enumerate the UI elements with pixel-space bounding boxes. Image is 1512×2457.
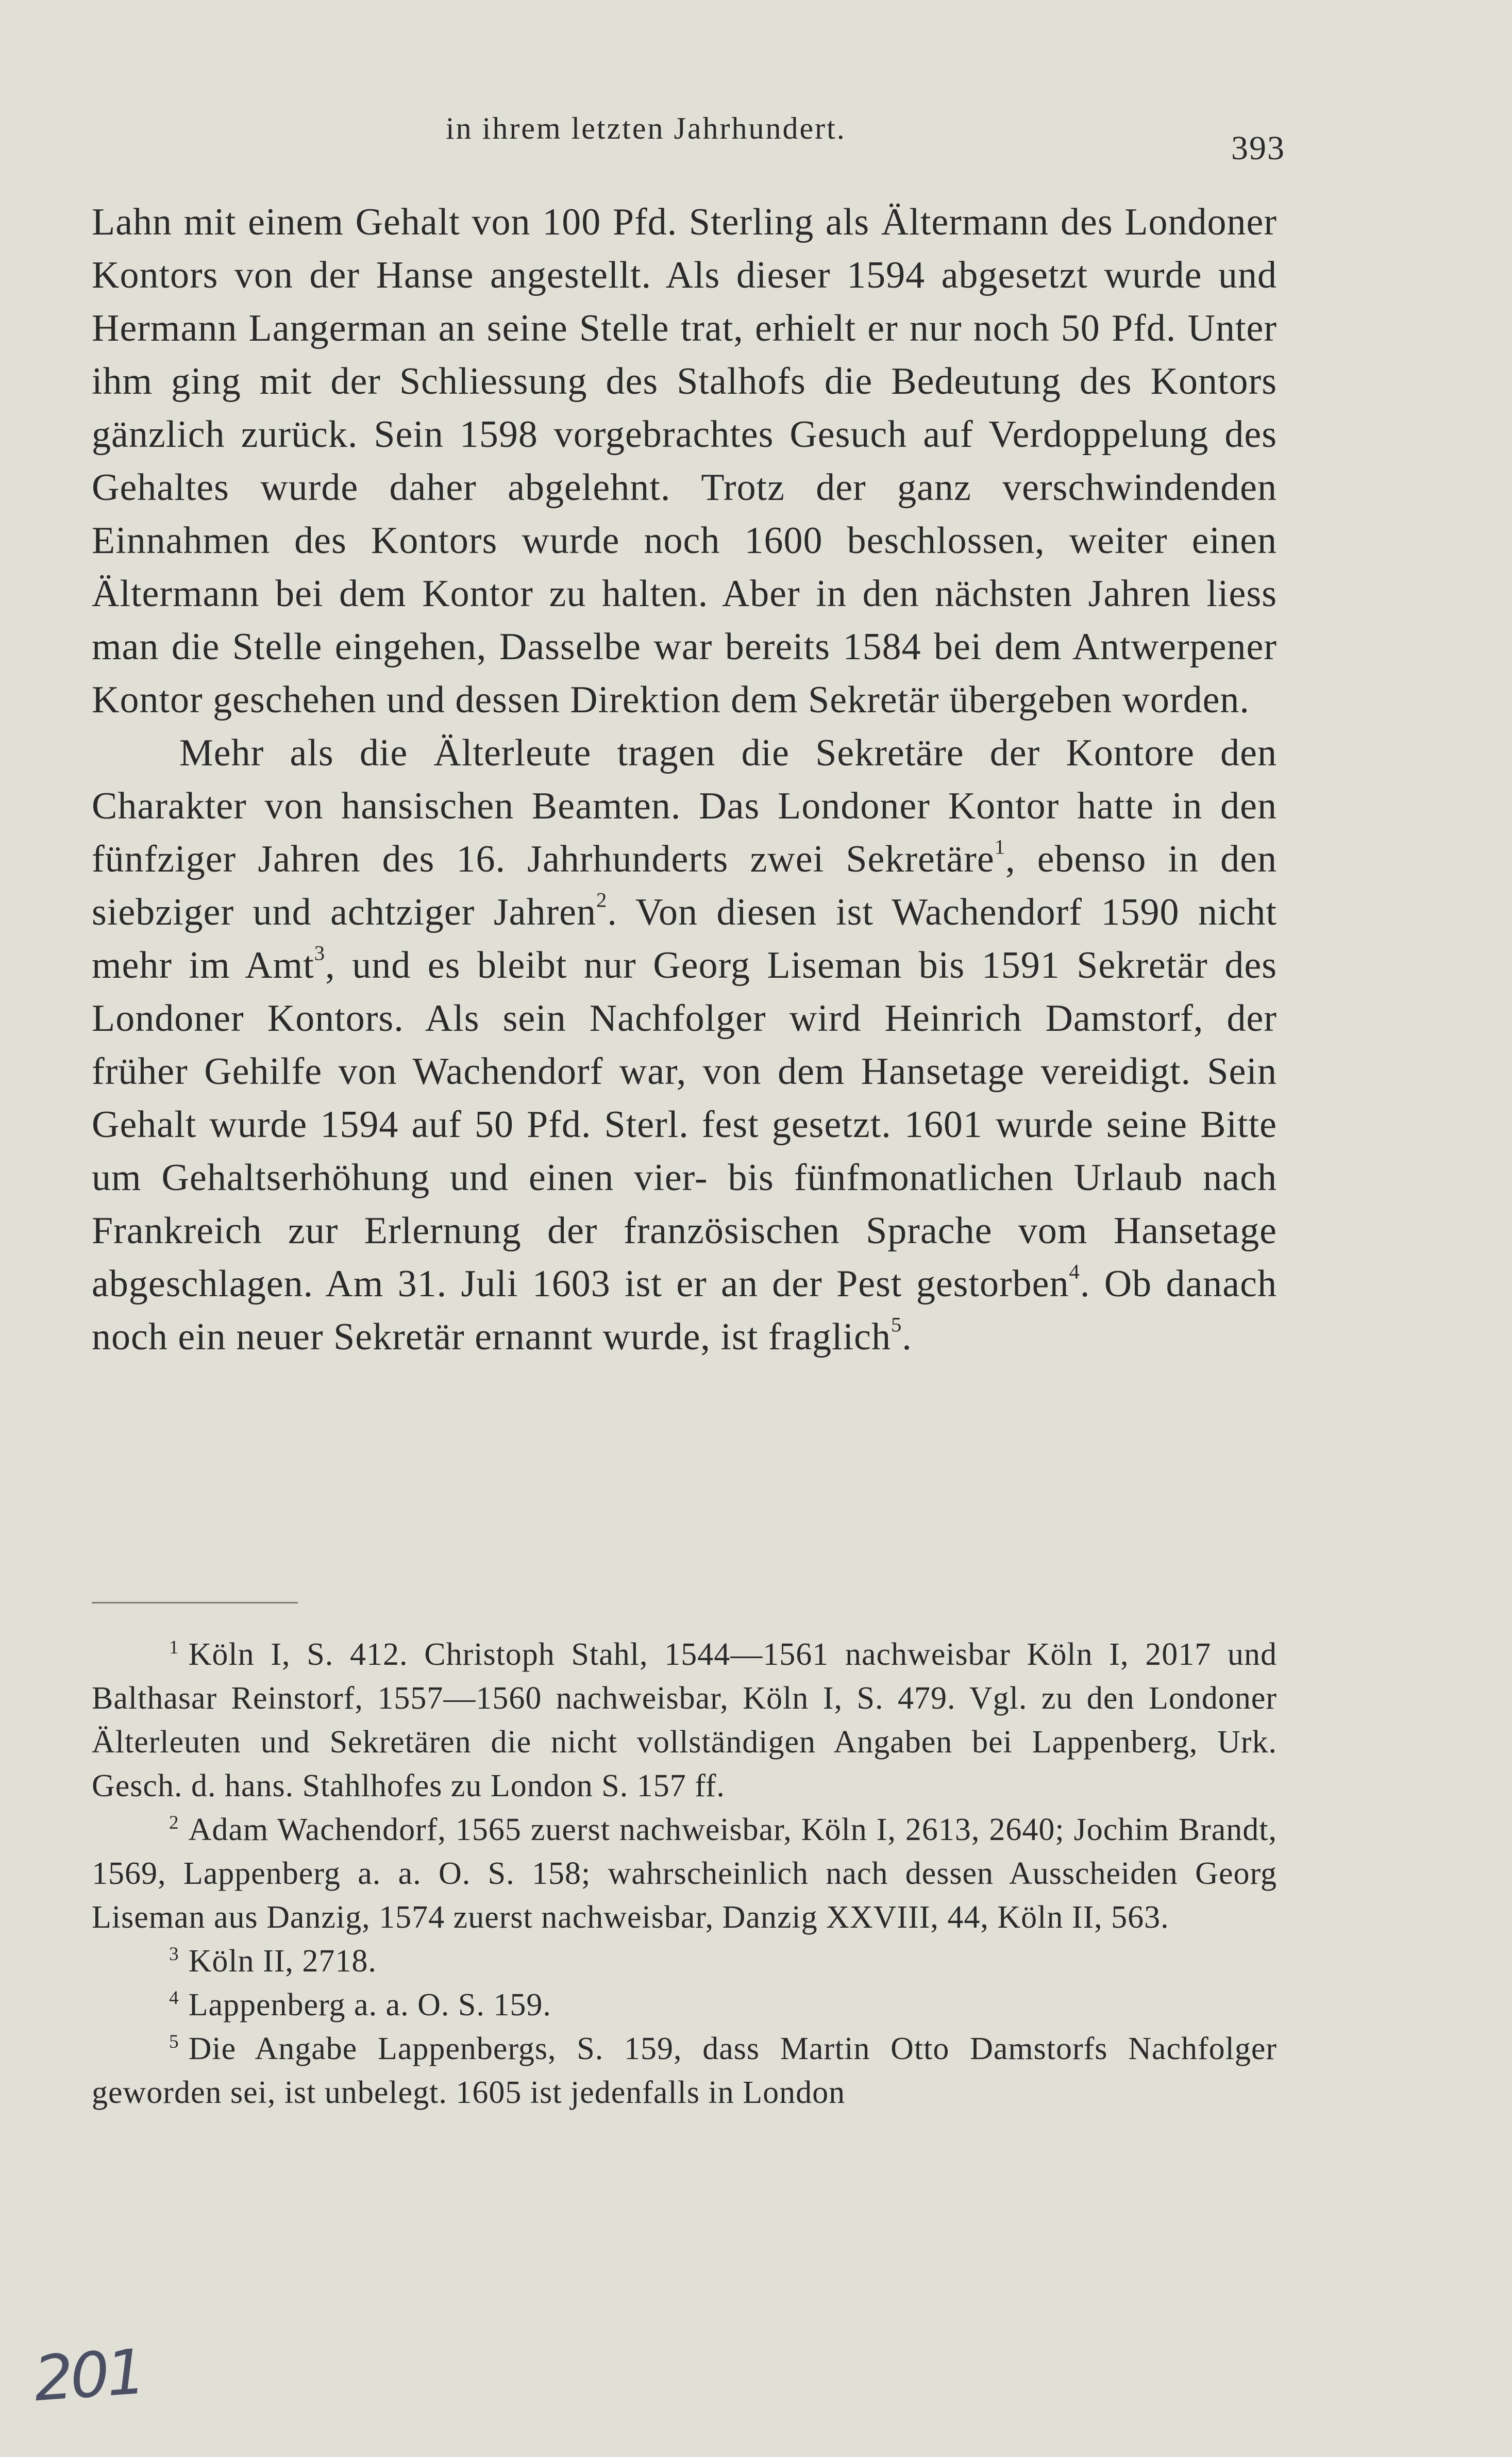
footnote-ref: 4 xyxy=(1069,1260,1080,1283)
footnote xyxy=(92,1983,1277,2027)
footnote-text: Die Angabe Lappenbergs, S. 159, dass Martin Otto Damstorfs Nachfolger geworden sei, ist unbelegt. 1605 ist jedenfalls in London xyxy=(92,2031,1277,2110)
page-number: 393 xyxy=(1231,129,1285,167)
body-text xyxy=(92,196,1277,1364)
text-segment: Mehr als die Älterleute tragen die Sekretäre der Kontore den Charakter von hansischen Beamten. Das Londoner Kontor hatte in den fünfziger Jahren des 16. Jahrhunderts zwei Sekretäre xyxy=(92,732,1277,880)
paragraph xyxy=(92,727,1277,1364)
footnote-number: 3 xyxy=(169,1943,179,1965)
footnote-ref: 3 xyxy=(314,941,326,965)
text-segment: , und es bleibt nur Georg Liseman bis 1591 Sekretär des Londoner Kontors. Als sein Nachfolger wird Heinrich Damstorf, der früher Gehilfe von Wachendorf war, von dem Hansetage vereidigt. Sein Gehalt wurde 1594 auf 50 Pfd. Sterl. fest gesetzt. 1601 wurde seine Bitte um Gehaltserhöhung und einen vier- bis fünfmonatlichen Urlaub nach Frankreich zur Erlernung der französischen Sprache vom Hansetage abgeschlagen. Am 31. Juli 1603 ist er an der Pest gestorben xyxy=(92,944,1277,1305)
footnote-ref: 1 xyxy=(994,835,1006,859)
footnote-ref: 5 xyxy=(891,1313,902,1336)
footnote-text: Köln II, 2718. xyxy=(188,1944,377,1979)
footnote-number: 5 xyxy=(169,2031,179,2052)
footnote-number: 2 xyxy=(169,1812,179,1833)
footnote xyxy=(92,2027,1277,2115)
footnote-number: 4 xyxy=(169,1987,179,2009)
footnote-text: Lappenberg a. a. O. S. 159. xyxy=(188,1987,551,2023)
paragraph: Lahn mit einem Gehalt von 100 Pfd. Sterling als Ältermann des Londoner Kontors von der Hanse angestellt. Als dieser 1594 abgesetzt wurde und Hermann Langerman an seine Stelle trat, erhielt er nur noch 50 Pfd. Unter ihm ging mit der Schliessung des Stalhofs die Bedeutung des Kontors gänzlich zurück. Sein 1598 vorgebrachtes Gesuch auf Verdoppelung des Gehaltes wurde daher abgelehnt. Trotz der ganz verschwindenden Einnahmen des Kontors wurde noch 1600 beschlossen, weiter einen Ältermann bei dem Kontor zu halten. Aber in den nächsten Jahren liess man die Stelle eingehen, Dasselbe war bereits 1584 bei dem Antwerpener Kontor geschehen und dessen Direktion dem Sekretär übergeben worden. xyxy=(92,201,1277,721)
footnote-divider xyxy=(92,1602,298,1603)
text-segment: . Von diesen ist Wachendorf 1590 nicht mehr im Amt xyxy=(92,891,1277,987)
footnote xyxy=(92,1808,1277,1940)
footnote xyxy=(92,1633,1277,1808)
running-head: in ihrem letzten Jahrhundert. xyxy=(446,111,846,145)
text-segment: , ebenso in den siebziger und achtziger Jahren xyxy=(92,838,1277,933)
text-segment: . Ob danach noch ein neuer Sekretär ernannt wurde, ist fraglich xyxy=(92,1263,1277,1358)
page-header xyxy=(90,111,1285,167)
footnote-text: Adam Wachendorf, 1565 zuerst nachweisbar, Köln I, 2613, 2640; Jochim Brandt, 1569, Lappenberg a. a. O. S. 158; wahrscheinlich nach dessen Ausscheiden Georg Liseman aus Danzig, 1574 zuerst nachweisbar, Danzig XXVIII, 44, Köln II, 563. xyxy=(92,1812,1277,1935)
text-segment: . xyxy=(902,1316,912,1358)
footnote-number: 1 xyxy=(169,1636,179,1658)
footnote-ref: 2 xyxy=(596,888,608,912)
footnote-text: Köln I, S. 412. Christoph Stahl, 1544—1561 nachweisbar Köln I, 2017 und Balthasar Reinstorf, 1557—1560 nachweisbar, Köln I, S. 479. Vgl. zu den Londoner Älterleuten und Sekretären die nicht vollständigen Angaben bei Lappenberg, Urk. Gesch. d. hans. Stahlhofes zu London S. 157 ff. xyxy=(92,1637,1277,1803)
footnote xyxy=(92,1940,1277,1983)
footnotes xyxy=(92,1633,1277,2115)
handwritten-page-mark: 201 xyxy=(31,2336,145,2416)
